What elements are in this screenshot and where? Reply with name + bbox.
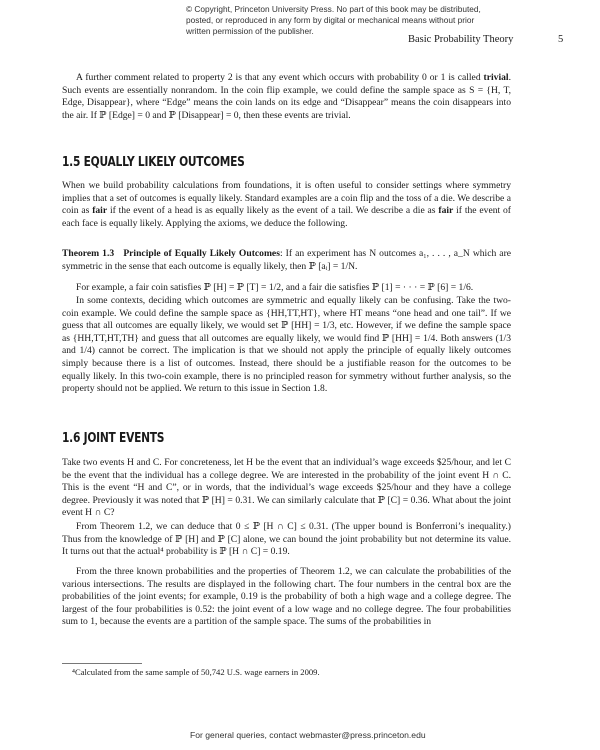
paragraph-fair-example: For example, a fair coin satisfies ℙ [H] = ℙ [T] = 1/2, and a fair die satisfies ℙ [1] = · · · = ℙ [6] = 1/6. [76, 282, 474, 293]
contact-footer: For general queries, contact webmaster@press.princeton.edu [190, 730, 426, 740]
section-heading-1-6: 1.6 JOINT EVENTS [62, 431, 165, 446]
theorem-label: Theorem 1.3 [62, 248, 115, 259]
term-trivial: trivial [483, 72, 509, 83]
footnote-divider [62, 663, 142, 664]
paragraph-bonferroni: From Theorem 1.2, we can deduce that 0 ≤ ℙ [H ∩ C] ≤ 0.31. (The upper bound is Bonferroni’s inequality.) Thus from the knowledge of ℙ [H] and ℙ [C] alone, we can bound the joint probability but not determine its value. It turns out that the actual⁴ probability is ℙ [H ∩ C] = 0.19. [62, 521, 511, 558]
text: if the event of a head is as equally likely as the event of a tail. We describe a die as [107, 205, 439, 217]
text: When we build probability calculations from foundations, it is often useful to consider settings where symmetry implies that a set of outcomes is equally likely. Standard examples are a coin flip and the toss of a die. We describe a coin as [62, 180, 511, 217]
theorem-name: Principle of Equally Likely Outcomes [123, 248, 280, 259]
text: . Such events are essentially nonrandom. In the coin flip example, we could define the sample space as S = {H, T, Edge, Disappear}, where “Edge” means the coin lands on its edge and “Disappear” means the coin disappears into the air. If ℙ [Edge] = 0 and ℙ [Disappear] = 0, then these events are trivial. [62, 72, 511, 121]
theorem-1-3 [62, 248, 511, 273]
text: A further comment related to property 2 is that any event which occurs with probability 0 or 1 is called [76, 72, 484, 83]
page-number: 5 [558, 34, 564, 45]
paragraph-equally-likely-intro [62, 180, 511, 230]
footnote: ⁴Calculated from the same sample of 50,742 U.S. wage earners in 2009. [72, 667, 320, 677]
copyright-notice: © Copyright, Princeton University Press. No part of this book may be distributed, posted, or reproduced in any form by digital or mechanical means without prior written permission of the publisher. [186, 4, 481, 36]
running-head: Basic Probability Theory [408, 34, 514, 45]
paragraph-trivial-events [62, 72, 511, 122]
paragraph-two-coin-example: In some contexts, deciding which outcomes are symmetric and equally likely can be confusing. Take the two-coin example. We could define the sample space as {HH,TT,HT}, where HT means “one head and one tail”. If we guess that all outcomes are equally likely, we would set ℙ [HH] = 1/3, etc. However, if we define the sample space as {HH,TT,HT,TH} and guess that all outcomes are equally likely, we would find ℙ [HH] = 1/4. Both answers (1/3 and 1/4) cannot be correct. The implication is that we should not apply the principle of equally likely outcomes simply because there is a list of outcomes. Instead, there should be a justifiable reason for the outcomes to be equally likely. In this two-coin example, there is no principled reason for symmetry without further analysis, so the property should not be applied. We return to this issue in Section 1.8. [62, 295, 511, 395]
term-fair: fair [92, 205, 108, 217]
text: if the event of each face is equally likely. Applying the axioms, we deduce the following. [62, 205, 511, 229]
section-heading-1-5: 1.5 EQUALLY LIKELY OUTCOMES [62, 155, 245, 170]
theorem-text: : If an experiment has N outcomes a₁, . . . , a_N which are symmetric in the sense that each outcome is equally likely, then ℙ [aᵢ] = 1/N. [62, 248, 512, 272]
paragraph-intersections: From the three known probabilities and the properties of Theorem 1.2, we can calculate the probabilities of the various intersections. The results are displayed in the following chart. The four numbers in the central box are the probabilities of the joint events; for example, 0.19 is the probability of both a high wage and a college degree. The largest of the four probabilities is 0.52: the joint event of a low wage and no college degree. The four probabilities sum to 1, because the events are a partition of the sample space. The sums of the probabilities in [62, 566, 511, 628]
paragraph-joint-events-intro: Take two events H and C. For concreteness, let H be the event that an individual’s wage exceeds $25/hour, and let C be the event that the individual has a college degree. We are interested in the probability of the joint event H ∩ C. This is the event “H and C”, or in words, that the individual’s wage exceeds $25/hour and they have a college degree. Previously it was noted that ℙ [H] = 0.31. We can similarly calculate that ℙ [C] = 0.36. What about the joint event H ∩ C? [62, 457, 511, 519]
term-fair: fair [438, 205, 454, 217]
